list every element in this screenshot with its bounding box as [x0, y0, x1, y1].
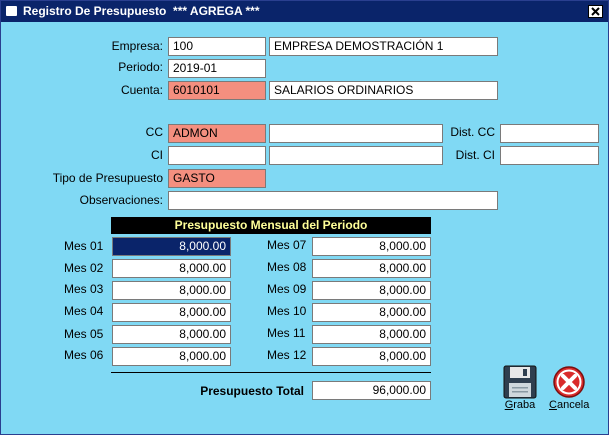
month-label: Mes 09 — [267, 282, 307, 296]
month-label: Mes 05 — [64, 327, 104, 341]
ci-name-field[interactable] — [269, 146, 443, 165]
ci-label: CI — [151, 148, 163, 162]
cc-name-field[interactable] — [269, 124, 443, 143]
cuenta-label: Cuenta: — [120, 83, 163, 97]
tipo-presupuesto-label: Tipo de Presupuesto — [52, 171, 163, 185]
month-05-field[interactable]: 8,000.00 — [112, 325, 231, 344]
empresa-label: Empresa: — [111, 39, 163, 53]
cancel-button[interactable] — [549, 365, 589, 411]
observaciones-label: Observaciones: — [79, 193, 163, 207]
title-bar — [1, 1, 608, 22]
close-icon — [591, 7, 600, 16]
app-icon — [6, 6, 17, 16]
month-label: Mes 04 — [64, 304, 104, 318]
empresa-name-field[interactable]: EMPRESA DEMOSTRACIÓN 1 — [269, 37, 498, 56]
periodo-label: Periodo: — [118, 60, 163, 74]
month-label: Mes 10 — [267, 304, 307, 318]
divider — [111, 372, 431, 373]
dist-cc-label: Dist. CC — [450, 125, 495, 139]
monthly-budget-header: Presupuesto Mensual del Periodo — [111, 217, 431, 234]
periodo-field[interactable]: 2019-01 — [168, 59, 266, 78]
month-label: Mes 08 — [267, 260, 307, 274]
dist-ci-label: Dist. CI — [455, 148, 495, 162]
month-label: Mes 03 — [64, 282, 104, 296]
cancel-label-mnemonic: C — [549, 399, 557, 411]
cc-code-field[interactable]: ADMON — [168, 124, 266, 143]
month-06-field[interactable]: 8,000.00 — [112, 347, 231, 366]
cuenta-name-field[interactable]: SALARIOS ORDINARIOS — [269, 81, 498, 100]
month-02-field[interactable]: 8,000.00 — [112, 259, 231, 278]
save-label — [500, 399, 540, 411]
cc-label: CC — [145, 125, 163, 139]
cancel-label — [549, 399, 589, 411]
cancel-x-icon — [552, 365, 586, 399]
month-label: Mes 11 — [267, 326, 306, 340]
total-label: Presupuesto Total — [200, 384, 304, 398]
empresa-code-field[interactable]: 100 — [168, 37, 266, 56]
total-field: 96,000.00 — [312, 381, 431, 400]
cuenta-code-field[interactable]: 6010101 — [168, 81, 266, 100]
month-label: Mes 07 — [267, 238, 307, 252]
cancel-label-rest: ancela — [556, 399, 590, 411]
month-label: Mes 06 — [64, 348, 104, 362]
month-08-field[interactable]: 8,000.00 — [312, 259, 431, 278]
observaciones-field[interactable] — [168, 191, 498, 210]
month-03-field[interactable]: 8,000.00 — [112, 281, 231, 300]
month-09-field[interactable]: 8,000.00 — [312, 281, 431, 300]
close-button[interactable] — [588, 5, 603, 18]
tipo-presupuesto-field[interactable]: GASTO — [168, 169, 266, 188]
ci-code-field[interactable] — [168, 146, 266, 165]
month-10-field[interactable]: 8,000.00 — [312, 303, 431, 322]
month-07-field[interactable]: 8,000.00 — [312, 237, 431, 256]
month-01-field[interactable]: 8,000.00 — [112, 237, 231, 256]
save-button[interactable] — [500, 365, 540, 411]
month-12-field[interactable]: 8,000.00 — [312, 347, 431, 366]
save-label-rest: raba — [513, 399, 536, 411]
month-11-field[interactable]: 8,000.00 — [312, 325, 431, 344]
save-label-mnemonic: G — [504, 399, 514, 411]
window-title: Registro De Presupuesto *** AGREGA *** — [23, 4, 260, 18]
dist-ci-field[interactable] — [500, 146, 599, 165]
floppy-disk-icon — [503, 365, 537, 399]
month-label: Mes 12 — [267, 348, 307, 362]
month-label: Mes 02 — [64, 261, 104, 275]
dist-cc-field[interactable] — [500, 124, 599, 143]
month-label: Mes 01 — [64, 239, 104, 253]
month-04-field[interactable]: 8,000.00 — [112, 303, 231, 322]
